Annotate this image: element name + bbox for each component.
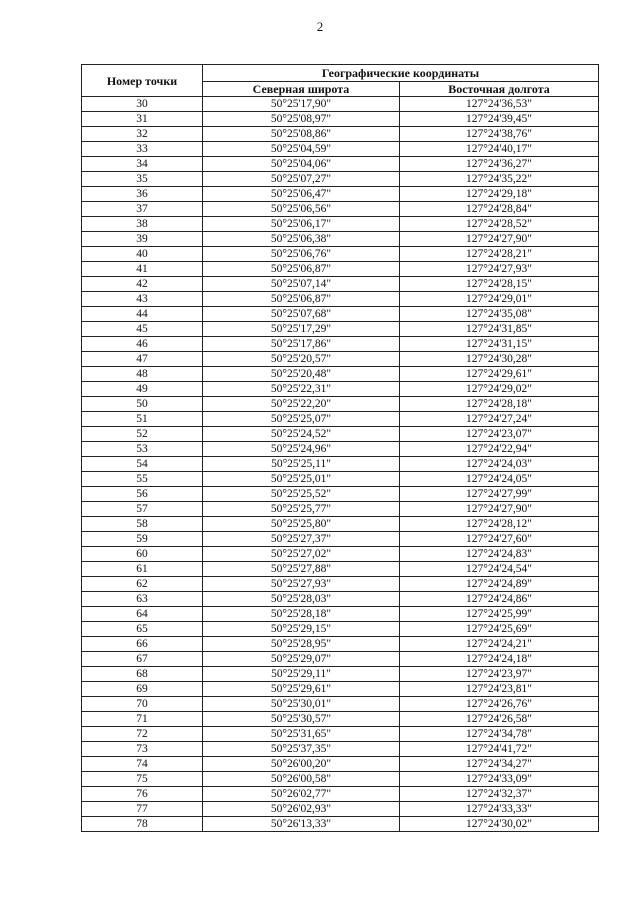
table-body <box>82 97 599 832</box>
cell-east-lon: 127°24'34,27" <box>400 757 599 772</box>
coordinates-table <box>81 64 599 832</box>
cell-east-lon: 127°24'26,58" <box>400 712 599 727</box>
cell-east-lon: 127°24'32,37" <box>400 787 599 802</box>
header-north-lat: Северная широта <box>203 82 400 97</box>
table-row <box>82 352 599 367</box>
cell-east-lon: 127°24'24,18" <box>400 652 599 667</box>
cell-east-lon: 127°24'27,90" <box>400 232 599 247</box>
cell-north-lat: 50°25'25,77" <box>203 502 400 517</box>
cell-east-lon: 127°24'26,76" <box>400 697 599 712</box>
cell-north-lat: 50°25'25,80" <box>203 517 400 532</box>
cell-north-lat: 50°25'27,02" <box>203 547 400 562</box>
table-row <box>82 382 599 397</box>
table-row <box>82 172 599 187</box>
cell-point-number: 60 <box>82 547 203 562</box>
cell-east-lon: 127°24'28,21" <box>400 247 599 262</box>
table-row <box>82 337 599 352</box>
table-row <box>82 592 599 607</box>
cell-point-number: 47 <box>82 352 203 367</box>
table-row <box>82 232 599 247</box>
cell-north-lat: 50°25'30,57" <box>203 712 400 727</box>
cell-point-number: 37 <box>82 202 203 217</box>
cell-east-lon: 127°24'24,83" <box>400 547 599 562</box>
table-row <box>82 367 599 382</box>
table-row <box>82 532 599 547</box>
cell-point-number: 67 <box>82 652 203 667</box>
cell-east-lon: 127°24'24,89" <box>400 577 599 592</box>
cell-north-lat: 50°25'06,38" <box>203 232 400 247</box>
table-row <box>82 817 599 832</box>
cell-east-lon: 127°24'38,76" <box>400 127 599 142</box>
cell-north-lat: 50°25'27,93" <box>203 577 400 592</box>
cell-east-lon: 127°24'28,84" <box>400 202 599 217</box>
table-row <box>82 562 599 577</box>
cell-east-lon: 127°24'35,08" <box>400 307 599 322</box>
cell-north-lat: 50°25'29,07" <box>203 652 400 667</box>
cell-north-lat: 50°26'02,77" <box>203 787 400 802</box>
cell-point-number: 45 <box>82 322 203 337</box>
cell-east-lon: 127°24'25,99" <box>400 607 599 622</box>
cell-point-number: 49 <box>82 382 203 397</box>
cell-north-lat: 50°25'20,48" <box>203 367 400 382</box>
cell-east-lon: 127°24'40,17" <box>400 142 599 157</box>
table-row <box>82 652 599 667</box>
cell-east-lon: 127°24'27,99" <box>400 487 599 502</box>
cell-east-lon: 127°24'28,18" <box>400 397 599 412</box>
cell-north-lat: 50°26'02,93" <box>203 802 400 817</box>
table-row <box>82 772 599 787</box>
cell-north-lat: 50°25'29,61" <box>203 682 400 697</box>
page-number: 2 <box>316 19 324 34</box>
cell-east-lon: 127°24'24,05" <box>400 472 599 487</box>
cell-point-number: 52 <box>82 427 203 442</box>
cell-east-lon: 127°24'39,45" <box>400 112 599 127</box>
cell-north-lat: 50°25'24,96" <box>203 442 400 457</box>
cell-north-lat: 50°26'13,33" <box>203 817 400 832</box>
cell-north-lat: 50°25'07,68" <box>203 307 400 322</box>
cell-point-number: 32 <box>82 127 203 142</box>
cell-point-number: 42 <box>82 277 203 292</box>
cell-east-lon: 127°24'35,22" <box>400 172 599 187</box>
cell-point-number: 70 <box>82 697 203 712</box>
cell-point-number: 74 <box>82 757 203 772</box>
cell-east-lon: 127°24'33,09" <box>400 772 599 787</box>
cell-north-lat: 50°25'27,88" <box>203 562 400 577</box>
cell-east-lon: 127°24'28,12" <box>400 517 599 532</box>
table-row <box>82 442 599 457</box>
cell-east-lon: 127°24'23,07" <box>400 427 599 442</box>
cell-north-lat: 50°25'28,95" <box>203 637 400 652</box>
cell-point-number: 59 <box>82 532 203 547</box>
cell-point-number: 76 <box>82 787 203 802</box>
table-row <box>82 187 599 202</box>
cell-point-number: 38 <box>82 217 203 232</box>
table-row <box>82 202 599 217</box>
cell-east-lon: 127°24'27,93" <box>400 262 599 277</box>
table-row <box>82 112 599 127</box>
cell-east-lon: 127°24'25,69" <box>400 622 599 637</box>
cell-point-number: 62 <box>82 577 203 592</box>
table-row <box>82 427 599 442</box>
cell-point-number: 30 <box>82 97 203 112</box>
cell-east-lon: 127°24'36,27" <box>400 157 599 172</box>
cell-east-lon: 127°24'27,24" <box>400 412 599 427</box>
cell-point-number: 58 <box>82 517 203 532</box>
table-row <box>82 622 599 637</box>
cell-point-number: 48 <box>82 367 203 382</box>
cell-north-lat: 50°25'04,06" <box>203 157 400 172</box>
cell-north-lat: 50°25'25,52" <box>203 487 400 502</box>
cell-point-number: 57 <box>82 502 203 517</box>
cell-point-number: 55 <box>82 472 203 487</box>
cell-north-lat: 50°25'25,07" <box>203 412 400 427</box>
cell-north-lat: 50°25'17,29" <box>203 322 400 337</box>
cell-point-number: 36 <box>82 187 203 202</box>
cell-east-lon: 127°24'27,60" <box>400 532 599 547</box>
cell-north-lat: 50°25'20,57" <box>203 352 400 367</box>
cell-east-lon: 127°24'28,52" <box>400 217 599 232</box>
table-row <box>82 322 599 337</box>
cell-north-lat: 50°25'37,35" <box>203 742 400 757</box>
cell-north-lat: 50°25'22,31" <box>203 382 400 397</box>
cell-north-lat: 50°25'30,01" <box>203 697 400 712</box>
cell-north-lat: 50°25'24,52" <box>203 427 400 442</box>
table-row <box>82 637 599 652</box>
cell-point-number: 40 <box>82 247 203 262</box>
table-row <box>82 247 599 262</box>
cell-point-number: 66 <box>82 637 203 652</box>
cell-north-lat: 50°25'29,15" <box>203 622 400 637</box>
cell-east-lon: 127°24'30,28" <box>400 352 599 367</box>
table-row <box>82 487 599 502</box>
table-row <box>82 127 599 142</box>
table-row <box>82 472 599 487</box>
header-east-lon: Восточная долгота <box>400 82 599 97</box>
cell-east-lon: 127°24'27,90" <box>400 502 599 517</box>
cell-point-number: 54 <box>82 457 203 472</box>
cell-point-number: 51 <box>82 412 203 427</box>
cell-point-number: 69 <box>82 682 203 697</box>
cell-north-lat: 50°25'28,03" <box>203 592 400 607</box>
cell-north-lat: 50°25'17,90" <box>203 97 400 112</box>
cell-point-number: 33 <box>82 142 203 157</box>
table-row <box>82 547 599 562</box>
cell-north-lat: 50°25'22,20" <box>203 397 400 412</box>
cell-north-lat: 50°26'00,20" <box>203 757 400 772</box>
cell-north-lat: 50°25'06,76" <box>203 247 400 262</box>
cell-east-lon: 127°24'30,02" <box>400 817 599 832</box>
cell-point-number: 56 <box>82 487 203 502</box>
table-row <box>82 97 599 112</box>
table-row <box>82 502 599 517</box>
table-row <box>82 577 599 592</box>
table-row <box>82 682 599 697</box>
cell-point-number: 68 <box>82 667 203 682</box>
cell-north-lat: 50°25'28,18" <box>203 607 400 622</box>
table-row <box>82 217 599 232</box>
cell-north-lat: 50°25'08,86" <box>203 127 400 142</box>
cell-east-lon: 127°24'24,86" <box>400 592 599 607</box>
cell-north-lat: 50°25'06,87" <box>203 262 400 277</box>
table-row <box>82 397 599 412</box>
table-row <box>82 457 599 472</box>
table-row <box>82 757 599 772</box>
cell-point-number: 34 <box>82 157 203 172</box>
table-row <box>82 307 599 322</box>
cell-north-lat: 50°25'29,11" <box>203 667 400 682</box>
header-geo-coords: Географические координаты <box>203 65 599 82</box>
cell-point-number: 41 <box>82 262 203 277</box>
table-row <box>82 412 599 427</box>
cell-north-lat: 50°26'00,58" <box>203 772 400 787</box>
cell-point-number: 72 <box>82 727 203 742</box>
cell-point-number: 53 <box>82 442 203 457</box>
table-row <box>82 262 599 277</box>
cell-point-number: 31 <box>82 112 203 127</box>
cell-east-lon: 127°24'29,01" <box>400 292 599 307</box>
cell-point-number: 65 <box>82 622 203 637</box>
cell-point-number: 43 <box>82 292 203 307</box>
table-row <box>82 667 599 682</box>
table-row <box>82 517 599 532</box>
cell-east-lon: 127°24'34,78" <box>400 727 599 742</box>
cell-north-lat: 50°25'06,56" <box>203 202 400 217</box>
table-row <box>82 277 599 292</box>
table-row <box>82 802 599 817</box>
cell-east-lon: 127°24'24,54" <box>400 562 599 577</box>
cell-point-number: 35 <box>82 172 203 187</box>
cell-east-lon: 127°24'31,15" <box>400 337 599 352</box>
cell-east-lon: 127°24'29,02" <box>400 382 599 397</box>
cell-east-lon: 127°24'23,97" <box>400 667 599 682</box>
cell-north-lat: 50°25'17,86" <box>203 337 400 352</box>
cell-east-lon: 127°24'28,15" <box>400 277 599 292</box>
cell-point-number: 39 <box>82 232 203 247</box>
cell-point-number: 71 <box>82 712 203 727</box>
cell-east-lon: 127°24'24,21" <box>400 637 599 652</box>
cell-point-number: 78 <box>82 817 203 832</box>
table-row <box>82 607 599 622</box>
cell-point-number: 75 <box>82 772 203 787</box>
cell-north-lat: 50°25'08,97" <box>203 112 400 127</box>
cell-east-lon: 127°24'24,03" <box>400 457 599 472</box>
cell-north-lat: 50°25'07,14" <box>203 277 400 292</box>
cell-north-lat: 50°25'31,65" <box>203 727 400 742</box>
cell-point-number: 44 <box>82 307 203 322</box>
table-row <box>82 292 599 307</box>
cell-north-lat: 50°25'06,47" <box>203 187 400 202</box>
cell-east-lon: 127°24'31,85" <box>400 322 599 337</box>
table-row <box>82 142 599 157</box>
table-row <box>82 157 599 172</box>
cell-north-lat: 50°25'06,17" <box>203 217 400 232</box>
cell-point-number: 73 <box>82 742 203 757</box>
cell-east-lon: 127°24'29,18" <box>400 187 599 202</box>
cell-east-lon: 127°24'33,33" <box>400 802 599 817</box>
cell-point-number: 63 <box>82 592 203 607</box>
header-point-number: Номер точки <box>82 65 203 97</box>
cell-point-number: 64 <box>82 607 203 622</box>
cell-north-lat: 50°25'06,87" <box>203 292 400 307</box>
table-row <box>82 697 599 712</box>
cell-east-lon: 127°24'36,53" <box>400 97 599 112</box>
cell-point-number: 77 <box>82 802 203 817</box>
cell-east-lon: 127°24'22,94" <box>400 442 599 457</box>
cell-north-lat: 50°25'04,59" <box>203 142 400 157</box>
cell-north-lat: 50°25'27,37" <box>203 532 400 547</box>
table-row <box>82 742 599 757</box>
cell-north-lat: 50°25'25,11" <box>203 457 400 472</box>
cell-point-number: 46 <box>82 337 203 352</box>
cell-east-lon: 127°24'41,72" <box>400 742 599 757</box>
cell-east-lon: 127°24'29,61" <box>400 367 599 382</box>
cell-point-number: 50 <box>82 397 203 412</box>
cell-east-lon: 127°24'23,81" <box>400 682 599 697</box>
table-row <box>82 727 599 742</box>
table-row <box>82 787 599 802</box>
table-row <box>82 712 599 727</box>
cell-north-lat: 50°25'07,27" <box>203 172 400 187</box>
cell-point-number: 61 <box>82 562 203 577</box>
cell-north-lat: 50°25'25,01" <box>203 472 400 487</box>
